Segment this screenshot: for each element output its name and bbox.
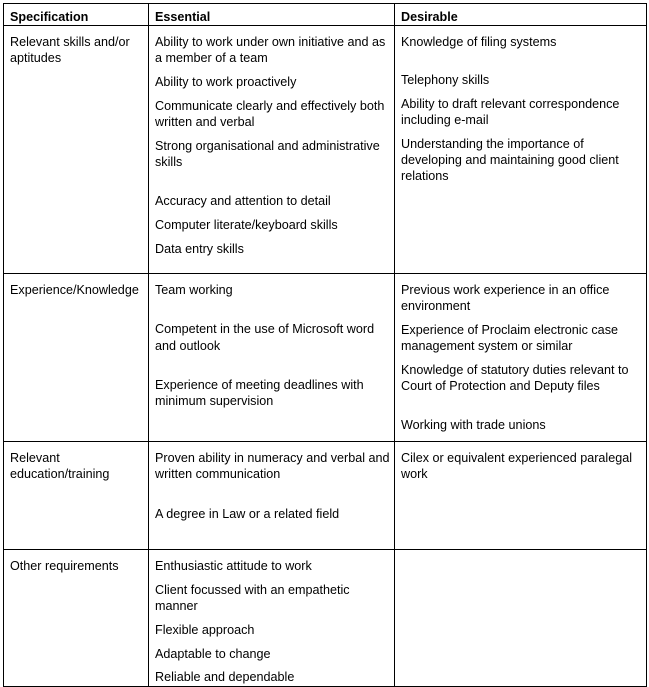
desirable-item: Knowledge of filing systems (401, 35, 557, 50)
desirable-item: Ability to draft relevant correspondence including e-mail (401, 97, 620, 128)
header-desirable: Desirable (395, 4, 647, 26)
desirable-item: Cilex or equivalent experienced paralegal work (401, 451, 633, 482)
person-specification-table (3, 3, 647, 687)
essential-cell (149, 274, 395, 442)
desirable-item: Understanding the importance of developing and maintaining good client relations (401, 137, 619, 184)
essential-cell (149, 442, 395, 550)
essential-item: Data entry skills (155, 241, 244, 256)
essential-item: Communicate clearly and effectively both written and verbal (155, 98, 385, 130)
essential-item: Accuracy and attention to detail (155, 194, 331, 209)
table-row (4, 442, 647, 550)
header-specification: Specification (4, 4, 149, 26)
essential-item: Competent in the use of Microsoft word and outlook (155, 322, 375, 353)
desirable-item: Experience of Proclaim electronic case management system or similar (401, 323, 618, 354)
desirable-item: Previous work experience in an office environment (401, 283, 610, 314)
desirable-cell (395, 274, 647, 442)
essential-cell (149, 26, 395, 274)
essential-item: Ability to work proactively (155, 75, 297, 90)
essential-cell (149, 550, 395, 687)
essential-item: Strong organisational and administrative skills (155, 138, 380, 169)
essential-item: Adaptable to change (155, 646, 271, 661)
desirable-item: Telephony skills (401, 73, 490, 88)
desirable-item: Knowledge of statutory duties relevant to Court of Protection and Deputy files (401, 363, 629, 394)
essential-item: A degree in Law or a related field (155, 506, 340, 521)
specification-cell: Experience/Knowledge (4, 274, 149, 442)
essential-item: Enthusiastic attitude to work (155, 559, 312, 574)
table-row (4, 26, 647, 274)
specification-cell: Other requirements (4, 550, 149, 687)
desirable-item: Working with trade unions (401, 418, 546, 433)
header-essential: Essential (149, 4, 395, 26)
essential-item: Client focussed with an empathetic manner (155, 582, 350, 614)
essential-item: Team working (155, 283, 233, 298)
desirable-cell (395, 442, 647, 550)
essential-item: Reliable and dependable (155, 670, 295, 685)
specification-cell: Relevant education/training (4, 442, 149, 550)
table-row (4, 550, 647, 687)
table-header-row (4, 4, 647, 26)
essential-item: Computer literate/keyboard skills (155, 217, 338, 232)
essential-item: Proven ability in numeracy and verbal and written communication (155, 451, 390, 482)
desirable-cell (395, 26, 647, 274)
desirable-cell (395, 550, 647, 687)
table-row (4, 274, 647, 442)
essential-item: Flexible approach (155, 622, 255, 637)
essential-item: Experience of meeting deadlines with minimum supervision (155, 377, 364, 409)
specification-cell: Relevant skills and/or aptitudes (4, 26, 149, 274)
essential-item: Ability to work under own initiative and as a member of a team (155, 35, 386, 66)
